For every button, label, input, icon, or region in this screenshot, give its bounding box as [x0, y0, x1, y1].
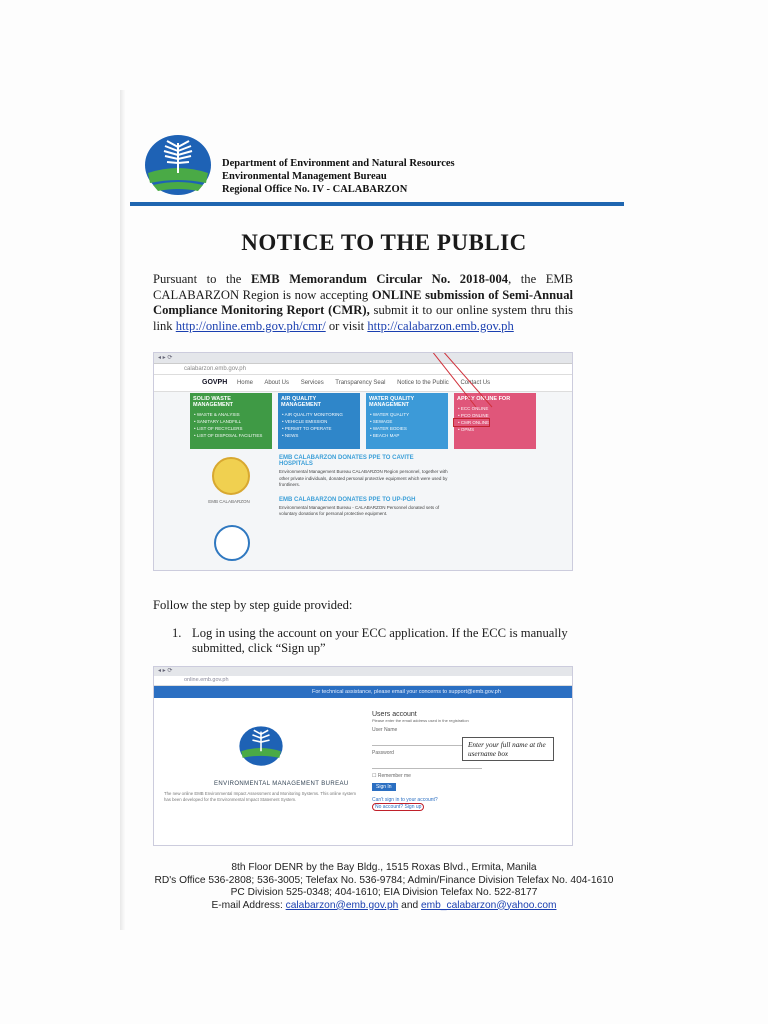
signin-button[interactable]: Sign In: [372, 783, 396, 791]
browser-tabbar: ◂ ▸ ⟳: [154, 667, 572, 676]
agency-header: [222, 157, 455, 196]
browser-urlbar: online.emb.gov.ph: [154, 676, 572, 686]
login-form: [372, 711, 562, 811]
intro-text-4: or visit: [325, 318, 368, 333]
banner-text: For technical assistance, please email your concerns to support@emb.gov.ph: [312, 689, 501, 695]
tile-air-quality[interactable]: [278, 393, 360, 449]
tile-label: WATER QUALITY MANAGEMENT: [369, 396, 415, 408]
tile-label: AIR QUALITY MANAGEMENT: [281, 396, 322, 408]
form-subtitle: Please enter the email address used in the registration: [372, 718, 469, 723]
email-link-1[interactable]: calabarzon@emb.gov.ph: [285, 899, 399, 911]
tile-item[interactable]: • VEHICLE EMISSION: [282, 419, 328, 424]
email-link-2[interactable]: emb_calabarzon@yahoo.com: [421, 899, 557, 911]
tile-item[interactable]: • WATER BODIES: [370, 426, 407, 431]
footer-line-4: [0, 900, 768, 913]
tile-item[interactable]: • BEACH MAP: [370, 433, 400, 438]
news-body: Environmental Management Bureau - CALABARZON Personnel donated sets of voluntary donations for personal protective equipment.: [279, 504, 440, 516]
intro-paragraph: [153, 272, 573, 334]
footer-line-3: PC Division 525-0348; 404-1610; EIA Division Telefax No. 522-8177: [230, 887, 538, 898]
username-callout: Enter your full name at the username box: [462, 737, 554, 761]
tile-label: SOLID WASTE MANAGEMENT: [193, 396, 234, 408]
nav-item[interactable]: Contact Us: [460, 380, 491, 386]
intro-text-1: Pursuant to the: [153, 272, 251, 286]
tile-item[interactable]: • SANITARY LANDFILL: [194, 419, 242, 424]
calabarzon-link[interactable]: http://calabarzon.emb.gov.ph: [367, 318, 514, 333]
agency-line-2: Environmental Management Bureau: [222, 171, 387, 182]
password-label: Password: [372, 750, 394, 756]
step-number: 1.: [172, 626, 182, 640]
seal-emblem: [212, 457, 250, 495]
tile-item[interactable]: • CMR ONLINE: [454, 419, 489, 426]
intro-bold-2: ONLINE submission of Semi-Annual Compliance Monitoring Report (CMR),: [153, 287, 573, 317]
agency-line-3: Regional Office No. IV - CALABARZON: [222, 184, 408, 195]
intro-text-2: , the EMB CALABARZON Region is now accepting: [153, 272, 574, 302]
notice-title: NOTICE TO THE PUBLIC: [241, 230, 527, 255]
form-title: Users account: [372, 711, 417, 718]
forgot-link[interactable]: Can't sign in to your account?: [372, 797, 438, 803]
step-text: Log in using the account on your ECC application. If the ECC is manually submitted, click “Sign up”: [192, 626, 568, 655]
news-title[interactable]: EMB CALABARZON DONATES PPE TO CAVITE HOSPITALS: [279, 455, 414, 467]
step-1: [172, 626, 572, 656]
signup-link[interactable]: No account? Sign up: [372, 803, 424, 811]
nav-item[interactable]: About Us: [264, 380, 290, 386]
tile-solid-waste[interactable]: [190, 393, 272, 449]
bureau-description: The new online EMB Environmental Impact Assessment and Monitoring Systems. This online system has been developed for the Environmental Impact Statement System.: [164, 791, 356, 802]
tile-item[interactable]: • PCO ONLINE: [458, 413, 489, 418]
scan-edge: [120, 90, 126, 930]
news-title[interactable]: EMB CALABARZON DONATES PPE TO UP-PGH: [279, 496, 416, 503]
cmr-link[interactable]: http://online.emb.gov.ph/cmr/: [175, 318, 326, 333]
remember-checkbox[interactable]: ☐ Remember me: [372, 773, 411, 779]
annotation-arrow: [414, 352, 504, 419]
footer-line-1: 8th Floor DENR by the Bay Bldg., 1515 Roxas Blvd., Ermita, Manila: [231, 862, 537, 873]
tile-item[interactable]: • ECC ONLINE: [458, 406, 489, 411]
tile-item[interactable]: • LIST OF DISPOSAL FACILITIES: [194, 433, 263, 438]
website-screenshot: [153, 352, 573, 571]
seal-caption: EMB CALABARZON: [208, 499, 250, 504]
tile-item[interactable]: • PERMIT TO OPERATE: [282, 426, 332, 431]
email-label: E-mail Address:: [211, 899, 286, 911]
footer-line-2: RD's Office 536-2808; 536-3005; Telefax No. 536-9784; Admin/Finance Division Telefax No. 404-1610: [154, 874, 614, 886]
login-screenshot: [153, 666, 573, 846]
tile-item[interactable]: • NEWS: [282, 433, 299, 438]
news-list: [279, 451, 449, 518]
username-label: User Name: [372, 727, 398, 733]
emb-logo: [238, 725, 284, 767]
tile-item[interactable]: • LIST OF RECYCLERS: [194, 426, 243, 431]
intro-bold-1: EMB Memorandum Circular No. 2018-004: [250, 272, 509, 286]
tile-item[interactable]: • WASTE & ANALYSIS: [194, 412, 240, 417]
header-rule: [130, 202, 624, 206]
tile-item[interactable]: • AIR QUALITY MONITORING: [282, 412, 343, 417]
emb-seal: [214, 525, 250, 561]
remember-label: Remember me: [377, 773, 411, 779]
email-sep: and: [398, 899, 421, 911]
tile-item[interactable]: • OPMS: [458, 427, 475, 432]
nav-item[interactable]: Home: [236, 380, 253, 386]
browser-tabbar: ◂ ▸ ⟳: [154, 353, 572, 364]
nav-item[interactable]: Notice to the Public: [397, 380, 449, 386]
follow-guide-text: Follow the step by step guide provided:: [153, 598, 353, 612]
tile-item[interactable]: • WATER QUALITY: [370, 412, 410, 417]
site-nav: [154, 375, 572, 392]
nav-brand[interactable]: GOVPH: [202, 379, 228, 386]
news-body: Environmental Management Bureau CALABARZON Region personnel, together with other private individuals, donated personal protective equipment which were used by frontliners.: [279, 469, 448, 487]
denr-logo: [143, 133, 213, 197]
intro-text-3: submit it to our online system thru this link: [153, 303, 573, 333]
footer-address: [0, 862, 768, 912]
support-banner: [154, 686, 572, 698]
bureau-label: ENVIRONMENTAL MANAGEMENT BUREAU: [214, 781, 349, 787]
browser-urlbar: calabarzon.emb.gov.ph: [154, 364, 572, 375]
nav-item[interactable]: Services: [300, 380, 324, 386]
agency-line-1: Department of Environment and Natural Resources: [222, 158, 455, 169]
tile-item[interactable]: • SEWAGE: [370, 419, 393, 424]
tile-label: APPLY ONLINE FOR: [457, 396, 511, 402]
nav-item[interactable]: Transparency Seal: [335, 380, 386, 386]
